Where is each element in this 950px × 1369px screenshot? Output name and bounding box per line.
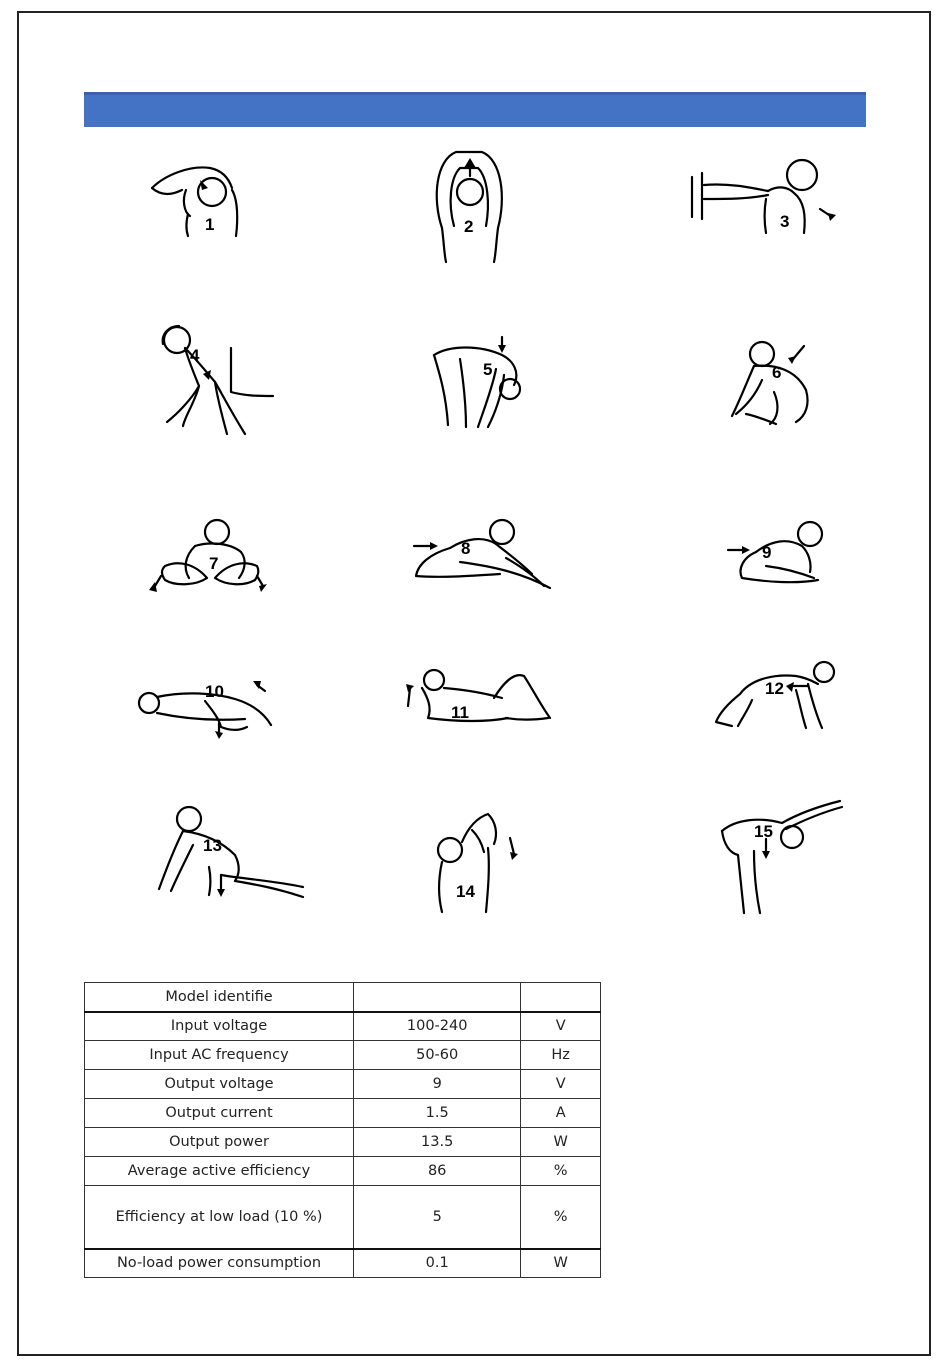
spec-value: 0.1 bbox=[354, 1249, 521, 1278]
exercise-number: 1 bbox=[205, 215, 215, 234]
spec-row-average-efficiency bbox=[85, 1157, 601, 1186]
exercise-2-illustration bbox=[430, 148, 510, 266]
spec-row-output-current bbox=[85, 1099, 601, 1128]
spec-label: Output voltage bbox=[85, 1070, 354, 1099]
spec-unit: % bbox=[521, 1157, 601, 1186]
spec-value: 100-240 bbox=[354, 1012, 521, 1041]
exercise-6 bbox=[726, 340, 820, 432]
exercise-number: 15 bbox=[754, 822, 773, 841]
exercise-7 bbox=[145, 520, 270, 600]
spec-unit: % bbox=[521, 1186, 601, 1249]
exercise-3-illustration bbox=[688, 155, 843, 235]
exercise-1 bbox=[140, 150, 250, 245]
spec-label: Average active efficiency bbox=[85, 1157, 354, 1186]
exercise-7-illustration bbox=[145, 520, 270, 600]
exercise-11-illustration bbox=[398, 668, 558, 730]
spec-label: Output current bbox=[85, 1099, 354, 1128]
spec-value: 13.5 bbox=[354, 1128, 521, 1157]
spec-label: Input voltage bbox=[85, 1012, 354, 1041]
exercise-5-illustration bbox=[430, 335, 530, 433]
exercise-number: 4 bbox=[190, 346, 200, 365]
spec-value: 5 bbox=[354, 1186, 521, 1249]
spec-table bbox=[84, 982, 601, 1278]
exercise-9 bbox=[726, 518, 826, 592]
spec-unit: V bbox=[521, 1070, 601, 1099]
exercise-12 bbox=[712, 660, 840, 732]
exercise-8-illustration bbox=[410, 518, 558, 594]
exercise-number: 6 bbox=[772, 363, 782, 382]
spec-label: Input AC frequency bbox=[85, 1041, 354, 1070]
spec-value: 50-60 bbox=[354, 1041, 521, 1070]
spec-row-input-ac-frequency bbox=[85, 1041, 601, 1070]
spec-unit: A bbox=[521, 1099, 601, 1128]
exercise-number: 2 bbox=[464, 217, 474, 236]
spec-value: 9 bbox=[354, 1070, 521, 1099]
exercise-number: 8 bbox=[461, 539, 471, 558]
exercise-11 bbox=[398, 668, 558, 730]
spec-unit bbox=[521, 983, 601, 1012]
exercise-8 bbox=[410, 518, 558, 594]
spec-row-input-voltage bbox=[85, 1012, 601, 1041]
exercise-15-illustration bbox=[716, 795, 848, 917]
exercise-9-illustration bbox=[726, 518, 826, 592]
exercise-number: 14 bbox=[456, 882, 475, 901]
spec-row-low-load-efficiency bbox=[85, 1186, 601, 1249]
exercise-4 bbox=[155, 322, 280, 440]
spec-unit: W bbox=[521, 1249, 601, 1278]
exercise-14-illustration bbox=[432, 808, 522, 914]
spec-label: Output power bbox=[85, 1128, 354, 1157]
exercise-15 bbox=[716, 795, 848, 917]
exercise-10 bbox=[135, 675, 275, 745]
spec-unit: Hz bbox=[521, 1041, 601, 1070]
exercise-1-illustration bbox=[140, 150, 250, 245]
exercise-number: 11 bbox=[451, 703, 469, 722]
spec-value: 86 bbox=[354, 1157, 521, 1186]
exercise-number: 10 bbox=[205, 682, 224, 701]
spec-value: 1.5 bbox=[354, 1099, 521, 1128]
exercise-4-illustration bbox=[155, 322, 280, 440]
spec-row-no-load-power bbox=[85, 1249, 601, 1278]
spec-row-output-power bbox=[85, 1128, 601, 1157]
exercise-3 bbox=[688, 155, 843, 235]
exercise-6-illustration bbox=[726, 340, 820, 432]
exercise-14 bbox=[432, 808, 522, 914]
spec-header-row bbox=[85, 983, 601, 1012]
spec-value bbox=[354, 983, 521, 1012]
exercise-13-illustration bbox=[155, 805, 307, 903]
exercise-2 bbox=[430, 148, 510, 266]
exercise-13 bbox=[155, 805, 307, 903]
exercise-number: 12 bbox=[765, 679, 784, 698]
spec-unit: V bbox=[521, 1012, 601, 1041]
spec-label: Model identifie bbox=[85, 983, 354, 1012]
exercise-number: 7 bbox=[209, 554, 219, 573]
spec-label: No-load power consumption bbox=[85, 1249, 354, 1278]
exercise-number: 3 bbox=[780, 212, 790, 231]
exercise-number: 9 bbox=[762, 543, 772, 562]
header-bar bbox=[84, 92, 866, 127]
spec-label: Efficiency at low load (10 %) bbox=[85, 1186, 354, 1249]
exercise-number: 5 bbox=[483, 360, 493, 379]
exercise-5 bbox=[430, 335, 530, 433]
spec-row-output-voltage bbox=[85, 1070, 601, 1099]
spec-unit: W bbox=[521, 1128, 601, 1157]
exercise-number: 13 bbox=[203, 836, 222, 855]
